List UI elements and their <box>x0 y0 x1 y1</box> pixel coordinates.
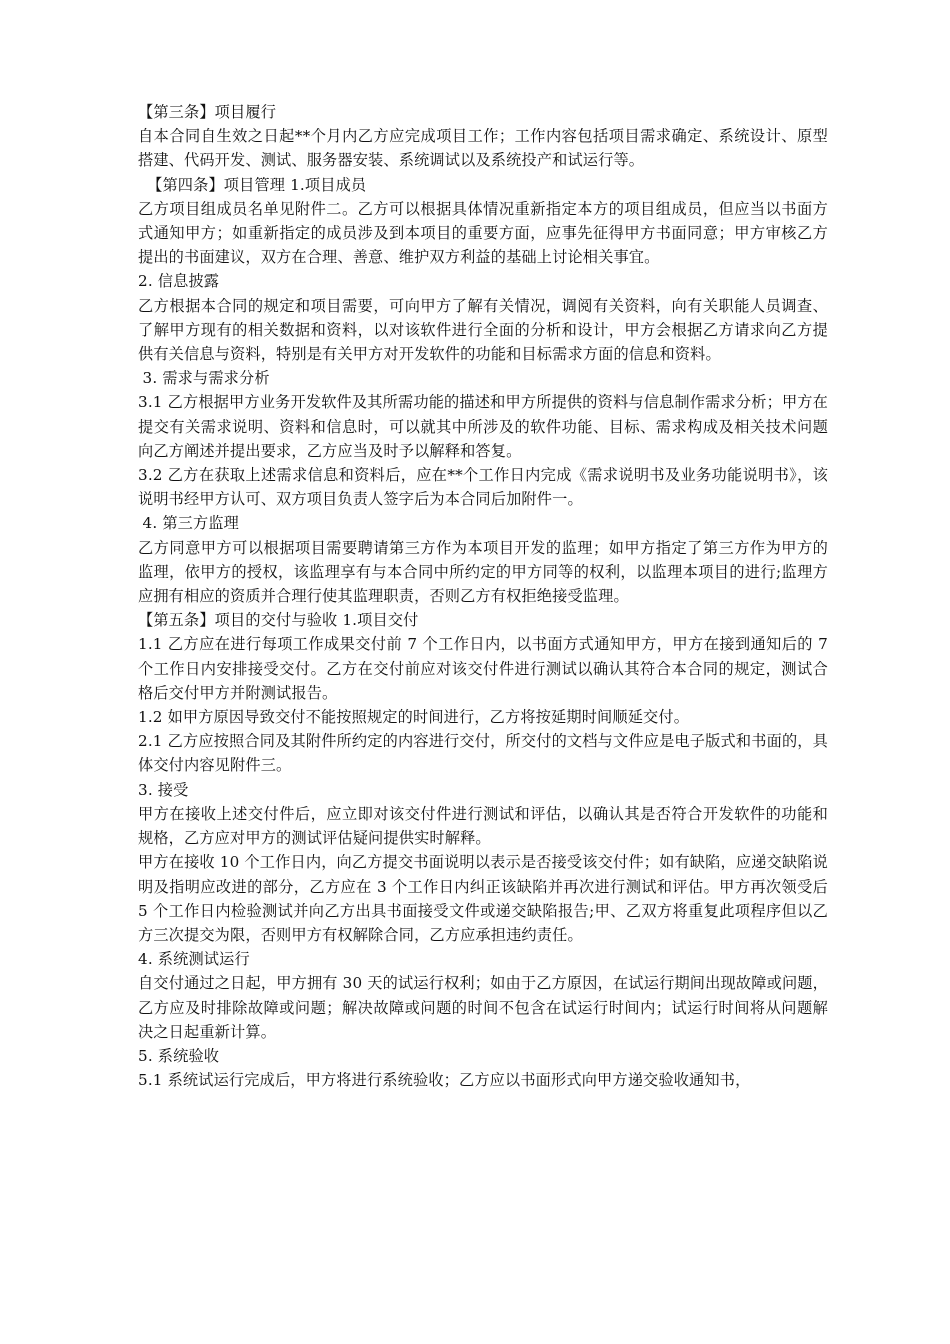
paragraph: 1.2 如甲方原因导致交付不能按照规定的时间进行，乙方将按延期时间顺延交付。 <box>138 708 690 727</box>
paragraph: 甲方在接收上述交付件后，应立即对该交付件进行测试和评估，以确认其是否符合开发软件的功能和规格，乙方应对甲方的测试评估疑问提供实时解释。 <box>138 804 828 848</box>
article-3-heading: 【第三条】项目履行 <box>138 103 277 121</box>
section-heading: 3. 接受 <box>138 780 189 799</box>
article-5-heading: 【第五条】项目的交付与验收 1.项目交付 <box>138 611 419 630</box>
paragraph: 1.1 乙方应在进行每项工作成果交付前 7 个工作日内，以书面方式通知甲方，甲方在接到通知后的 7 个工作日内安排接受交付。乙方在交付前应对该交付件进行测试以确认其符合本合同的规定，测试合格后交付甲方并附测试报告。 <box>138 635 828 702</box>
section-heading: 4. 第三方监理 <box>142 514 240 533</box>
paragraph: 自交付通过之日起，甲方拥有 30 天的试运行权利；如由于乙方原因，在试运行期间出现故障或问题，乙方应及时排除故障或问题；解决故障或问题的时间不包含在试运行时间内；试运行时间将从问题解决之日起重新计算。 <box>138 974 828 1041</box>
paragraph: 乙方根据本合同的规定和项目需要，可向甲方了解有关情况，调阅有关资料，向有关职能人员调查、了解甲方现有的相关数据和资料，以对该软件进行全面的分析和设计，甲方会根据乙方请求向乙方提供有关信息与资料，特别是有关甲方对开发软件的功能和目标需求方面的信息和资料。 <box>138 296 828 364</box>
paragraph: 乙方项目组成员名单见附件二。乙方可以根据具体情况重新指定本方的项目组成员，但应当以书面方式通知甲方；如重新指定的成员涉及到本项目的重要方面，应事先征得甲方书面同意；甲方审核乙方提出的书面建议，双方在合理、善意、维护双方利益的基础上讨论相关事宜。 <box>138 199 828 267</box>
section-heading: 2. 信息披露 <box>138 272 220 291</box>
section-heading: 5. 系统验收 <box>138 1046 220 1065</box>
section-heading: 3. 需求与需求分析 <box>142 369 270 388</box>
document-body <box>138 100 828 1092</box>
paragraph: 5.1 系统试运行完成后，甲方将进行系统验收；乙方应以书面形式向甲方递交验收通知书， <box>138 1071 751 1090</box>
paragraph: 2.1 乙方应按照合同及其附件所约定的内容进行交付，所交付的文档与文件应是电子版式和书面的，具体交付内容见附件三。 <box>138 732 828 775</box>
paragraph: 乙方同意甲方可以根据项目需要聘请第三方作为本项目开发的监理；如甲方指定了第三方作为甲方的监理，依甲方的授权，该监理享有与本合同中所约定的甲方同等的权利，以监理本项目的进行;监理方应拥有相应的资质并合理行使其监理职责，否则乙方有权拒绝接受监理。 <box>138 538 828 606</box>
article-4-heading: 【第四条】项目管理 1.项目成员 <box>147 175 367 194</box>
paragraph: 3.2 乙方在获取上述需求信息和资料后，应在**个工作日内完成《需求说明书及业务功能说明书》，该说明书经甲方认可、双方项目负责人签字后为本合同后加附件一。 <box>138 466 828 509</box>
paragraph: 甲方在接收 10 个工作日内，向乙方提交书面说明以表示是否接受该交付件；如有缺陷，应递交缺陷说明及指明应改进的部分，乙方应在 3 个工作日内纠正该缺陷并再次进行测试和评估。甲方再次领受后 5 个工作日内检验测试并向乙方出具书面接受文件或递交缺陷报告;甲、乙双方将重复此项程序但以乙方三次提交为限，否则甲方有权解除合同，乙方应承担违约责任。 <box>138 853 828 944</box>
paragraph: 3.1 乙方根据甲方业务开发软件及其所需功能的描述和甲方所提供的资料与信息制作需求分析；甲方在提交有关需求说明、资料和信息时，可以就其中所涉及的软件功能、目标、需求构成及相关技术问题向乙方阐述并提出要求，乙方应当及时予以解释和答复。 <box>138 393 828 460</box>
paragraph: 自本合同自生效之日起**个月内乙方应完成项目工作；工作内容包括项目需求确定、系统设计、原型搭建、代码开发、测试、服务器安装、系统调试以及系统投产和试运行等。 <box>138 127 828 170</box>
section-heading: 4. 系统测试运行 <box>138 950 250 969</box>
